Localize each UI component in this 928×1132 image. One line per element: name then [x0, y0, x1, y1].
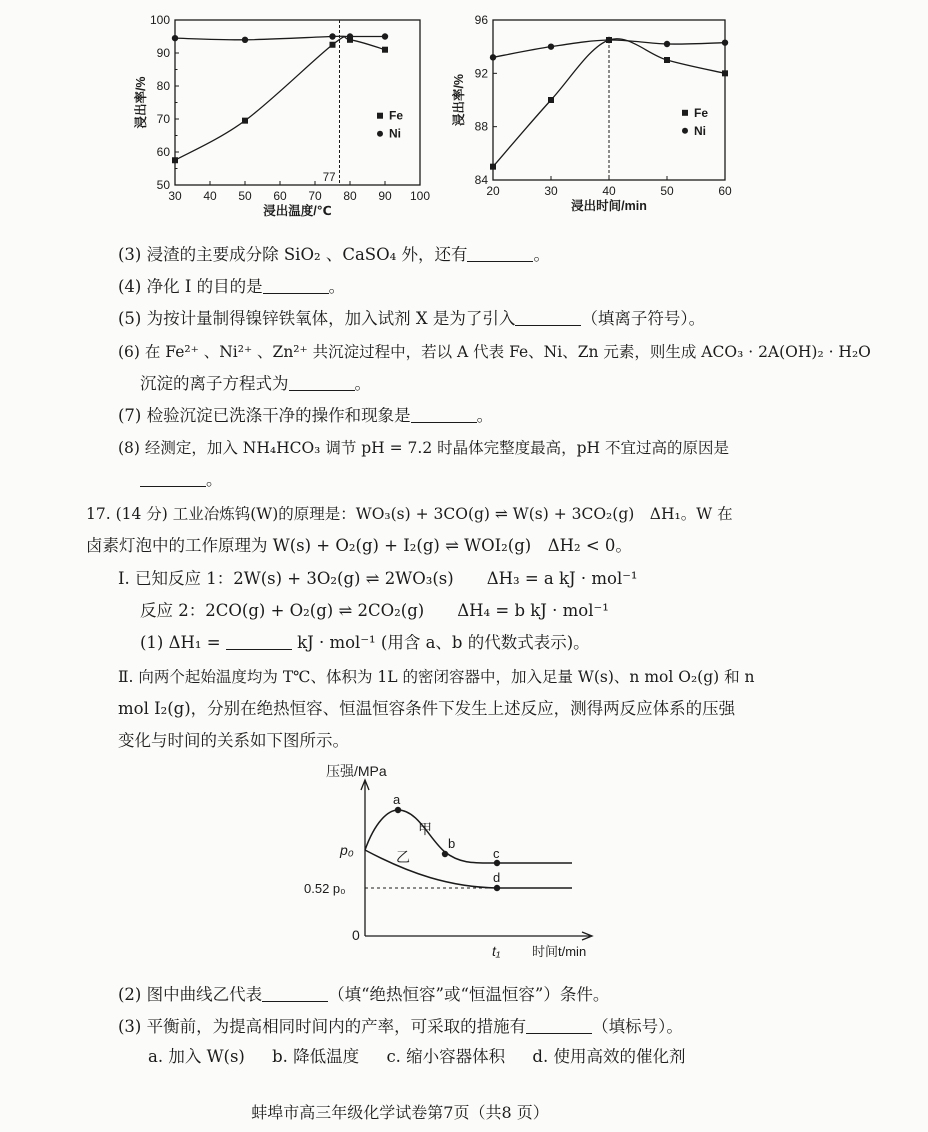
data-point-fe: [548, 97, 554, 103]
y-tick-label: 80: [156, 79, 170, 93]
x-tick-label: 40: [203, 189, 217, 203]
question-6-text: (6) 在 Fe²⁺ 、Ni²⁺ 、Zn²⁺ 共沉淀过程中，若以 A 代表 Fe、Ni、Zn 元素，则生成 ACO₃ · 2A(OH)₂ · H₂O: [118, 343, 871, 361]
answer-blank: [289, 376, 355, 391]
question-3-text: (3) 浸渣的主要成分除 SiO₂ 、CaSO₄ 外，还有: [118, 245, 468, 264]
y-tick-label: 92: [474, 66, 488, 81]
data-point-ni: [722, 39, 728, 45]
part-1-reaction-1: [118, 568, 898, 590]
part-2-stem-text: Ⅱ. 向两个起始温度均为 T℃、体积为 1L 的密闭容器中，加入足量 W(s)、n mol O₂(g) 和 n: [118, 668, 755, 686]
data-point-ni: [347, 33, 353, 39]
point-label-a: a: [393, 792, 401, 807]
point-label-d: d: [493, 870, 501, 885]
data-point-fe: [242, 118, 248, 124]
plot-frame: [175, 20, 420, 185]
option-b: b. 降低温度: [272, 1047, 360, 1066]
options-row: [148, 1046, 928, 1068]
x-tick-label: 30: [544, 184, 558, 198]
y-tick-label: 88: [474, 119, 488, 134]
data-point-fe: [722, 70, 728, 76]
curve-label-jia: 甲: [418, 821, 432, 837]
x-tick-label: 90: [378, 189, 392, 203]
x-axis-label: 浸出时间/min: [571, 199, 647, 213]
legend-label-ni: Ni: [694, 123, 706, 138]
part-2-question-2: [118, 984, 898, 1006]
data-point-ni: [664, 41, 670, 47]
temperature-leaching-chart: [130, 10, 430, 225]
part-1-reaction-2: [140, 600, 920, 622]
chart-1-svg: [130, 10, 430, 225]
reaction-2-text: 反应 2：2CO(g) + O₂(g) ⇌ 2CO₂(g) ΔH₄ = b kJ · mol⁻¹: [140, 601, 609, 620]
part-2-stem-cont-2-text: 变化与时间的关系如下图所示。: [118, 731, 349, 750]
problem-17-stem-cont-text: 卤素灯泡中的工作原理为 W(s) + O₂(g) + I₂(g) ⇌ WOI₂(g) ΔH₂ < 0。: [86, 536, 632, 555]
part-2-stem-cont-text: mol I₂(g)，分别在绝热恒容、恒温恒容条件下发生上述反应，测得两反应体系的压强: [118, 699, 736, 718]
point-a: [395, 807, 401, 813]
question-7: [118, 405, 898, 427]
part-1-question-1: [140, 632, 920, 654]
answer-blank: [140, 472, 206, 487]
page-footer: 蚌埠市高三年级化学试卷第7页（共8 页）: [251, 1103, 549, 1122]
question-5-end: （填离子符号）。: [581, 309, 706, 328]
y-axis-label: 压强/MPa: [326, 763, 387, 779]
question-4-end: 。: [328, 277, 346, 296]
pressure-time-chart: [300, 760, 610, 970]
y-tick-label: 60: [156, 145, 170, 159]
question-4: [118, 276, 898, 298]
x-tick-label: 30: [168, 189, 182, 203]
legend-marker-fe: [682, 110, 688, 116]
question-7-end: 。: [476, 406, 494, 425]
question-3-end: 。: [533, 245, 550, 264]
data-point-ni: [172, 35, 178, 41]
part-2-stem-cont: [118, 698, 898, 720]
x-tick-label: 80: [343, 189, 357, 203]
x-tick-label: 100: [409, 189, 431, 203]
answer-blank: [515, 311, 581, 326]
y-axis-label: 浸出率/%: [134, 76, 148, 129]
origin-label: 0: [352, 927, 360, 943]
question-1-text: (1) ΔH₁ =: [140, 633, 221, 652]
y-axis-label: 浸出率/%: [452, 73, 466, 127]
data-point-fe: [330, 42, 336, 48]
legend-marker-ni: [682, 128, 688, 134]
data-point-fe: [382, 47, 388, 53]
x-tick-label: 50: [238, 189, 252, 203]
question-3b-end: （填标号）。: [592, 1017, 683, 1036]
x-tick-label: 70: [308, 189, 322, 203]
series-line-fe: [175, 37, 385, 160]
x-axis-label: 时间t/min: [532, 944, 587, 959]
x-tick-label: 50: [660, 184, 674, 198]
question-6: [118, 341, 898, 363]
y-tick-label: 90: [156, 46, 170, 60]
question-2-text: (2) 图中曲线乙代表: [118, 985, 263, 1004]
question-6-cont-text: 沉淀的离子方程式为: [140, 374, 289, 393]
data-point-fe: [664, 57, 670, 63]
y-tick-label: 96: [474, 13, 488, 27]
y-tick-label: 70: [156, 112, 170, 126]
answer-blank: [263, 279, 329, 294]
answer-blank: [467, 247, 533, 262]
option-d: d. 使用高效的催化剂: [532, 1047, 686, 1066]
part-2-stem: [118, 666, 898, 688]
question-8-text: (8) 经测定，加入 NH₄HCO₃ 调节 pH = 7.2 时晶体完整度最高，pH 不宜过高的原因是: [118, 439, 729, 457]
legend-marker-ni: [377, 131, 383, 137]
data-point-fe: [490, 164, 496, 170]
option-a: a. 加入 W(s): [148, 1047, 245, 1066]
question-4-text: (4) 净化 I 的目的是: [118, 277, 263, 296]
problem-17-stem-cont: [86, 535, 866, 557]
part-2-question-3: [118, 1016, 898, 1038]
y-tick-label: 84: [474, 173, 488, 187]
question-1-end: kJ · mol⁻¹ (用含 a、b 的代数式表示)。: [297, 633, 590, 652]
answer-blank: [226, 635, 292, 650]
legend-label-fe: Fe: [694, 105, 709, 120]
legend-marker-fe: [377, 113, 383, 119]
chart-2-svg: [452, 10, 755, 225]
problem-17-stem-text: 17. (14 分) 工业冶炼钨(W)的原理是：WO₃(s) + 3CO(g) ⇌ W(s) + 3CO₂(g) ΔH₁。W 在: [86, 505, 733, 523]
problem-17-stem: [86, 503, 866, 525]
data-point-fe: [172, 157, 178, 163]
question-5-text: (5) 为按计量制得镍锌铁氧体，加入试剂 X 是为了引入: [118, 309, 516, 328]
data-point-ni: [606, 37, 612, 43]
legend-label-fe: Fe: [389, 108, 404, 123]
option-c: c. 缩小容器体积: [386, 1047, 506, 1066]
y-tick-label-p0: p₀: [340, 842, 354, 858]
point-label-b: b: [448, 836, 456, 851]
reference-annotation: 77: [322, 172, 336, 184]
x-axis-label: 浸出温度/℃: [263, 204, 332, 218]
point-label-c: c: [493, 846, 500, 861]
data-point-ni: [548, 43, 554, 49]
legend-label-ni: Ni: [389, 126, 401, 141]
question-3: [118, 244, 898, 266]
chart-3-svg: [300, 760, 610, 970]
question-8-cont: [140, 469, 920, 491]
curve-label-yi: 乙: [396, 849, 410, 865]
question-7-text: (7) 检验沉淀已洗涤干净的操作和现象是: [118, 406, 411, 425]
series-line-ni: [175, 36, 385, 40]
question-8-cont-end: 。: [206, 470, 223, 489]
question-3b-text: (3) 平衡前，为提高相同时间内的产率，可采取的措施有: [118, 1017, 527, 1036]
x-tick-label: 60: [273, 189, 287, 203]
x-tick-label: 60: [718, 184, 732, 198]
x-tick-label: 20: [486, 184, 500, 198]
question-6-cont-end: 。: [354, 374, 371, 393]
data-point-ni: [242, 37, 248, 43]
x-tick-label-t1: t₁: [492, 943, 501, 959]
y-tick-label: 50: [156, 178, 170, 192]
answer-blank: [526, 1019, 592, 1034]
question-6-cont: [140, 373, 920, 395]
data-point-ni: [329, 33, 335, 39]
point-b: [442, 851, 448, 857]
y-tick-label-052p0: 0.52 p₀: [304, 881, 346, 896]
reaction-1-text: Ⅰ. 已知反应 1：2W(s) + 3O₂(g) ⇌ 2WO₃(s) ΔH₃ = a kJ · mol⁻¹: [118, 569, 638, 588]
question-2-end: （填“绝热恒容”或“恒温恒容”）条件。: [328, 985, 610, 1004]
x-tick-label: 40: [602, 184, 616, 198]
data-point-ni: [490, 54, 496, 60]
y-tick-label: 100: [149, 13, 170, 27]
part-2-stem-cont-2: [118, 730, 898, 752]
question-5: [118, 308, 898, 330]
question-8: [118, 437, 898, 459]
data-point-ni: [382, 33, 388, 39]
time-leaching-chart: [452, 10, 755, 225]
answer-blank: [262, 987, 328, 1002]
answer-blank: [411, 408, 477, 423]
point-d: [494, 885, 500, 891]
